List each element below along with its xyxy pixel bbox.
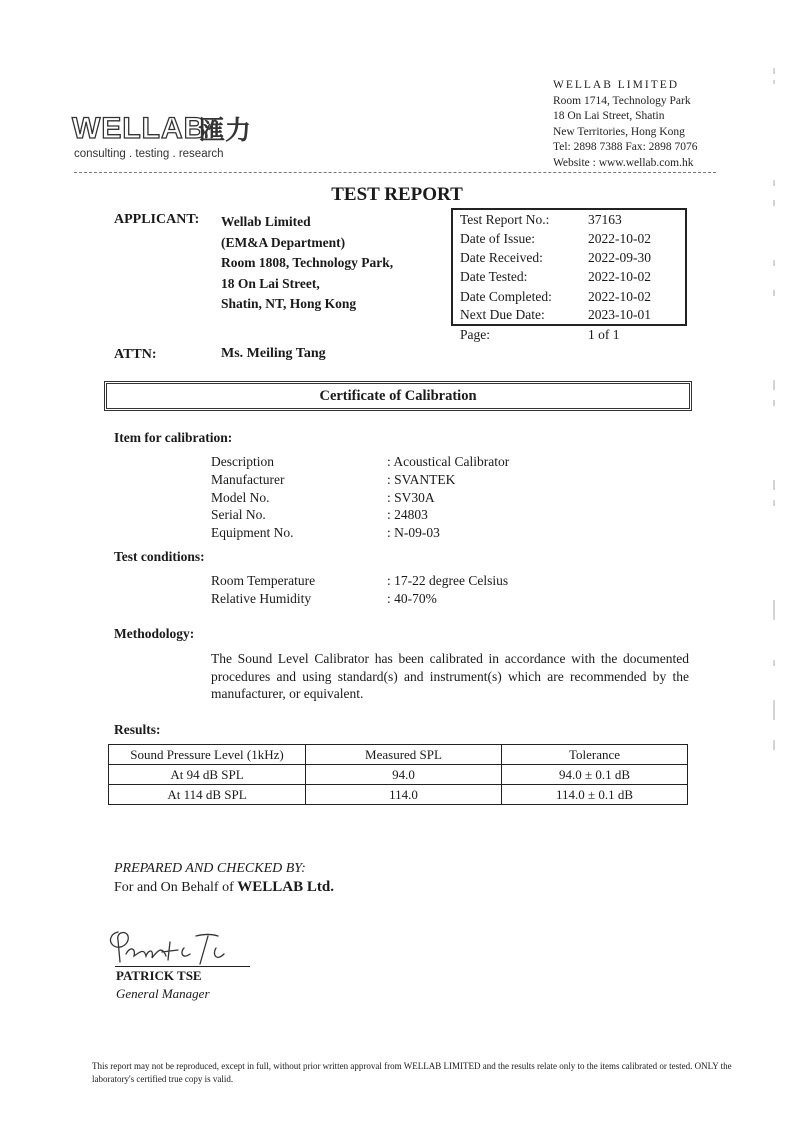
info-value: 2022-10-02 — [588, 269, 651, 284]
on-behalf-line — [114, 879, 334, 896]
info-label: Date Received: — [460, 250, 543, 265]
on-behalf-company: WELLAB Ltd. — [237, 879, 334, 895]
table-cell: At 94 dB SPL — [109, 765, 306, 785]
applicant-address — [221, 212, 393, 315]
applicant-line: Wellab Limited — [221, 214, 311, 229]
attn-label: ATTN: — [114, 347, 157, 362]
table-cell: 114.0 — [306, 785, 502, 805]
logo-wordmark: WELLAB — [72, 112, 207, 145]
address-line: New Territories, Hong Kong — [553, 125, 685, 138]
applicant-label: APPLICANT: — [114, 212, 200, 227]
footer-disclaimer: This report may not be reproduced, except in full, without prior written approval from WELLAB LIMITED and the results relate only to the items calibrated or tested. ONLY the laboratory's certified true copy is valid. — [92, 1061, 732, 1084]
info-label: Date of Issue: — [460, 231, 535, 246]
logo-chinese-mark: 匯力 — [199, 116, 252, 145]
page-title: TEST REPORT — [331, 184, 463, 205]
certificate-title: Certificate of Calibration — [319, 388, 477, 404]
page-label: Page: — [460, 327, 490, 342]
on-behalf-prefix: For and On Behalf of — [114, 880, 238, 895]
item-labels — [211, 453, 294, 542]
handwritten-signature — [100, 924, 240, 970]
report-info-box — [451, 208, 687, 326]
address-line: Room 1714, Technology Park — [553, 94, 691, 107]
website-line: Website : www.wellab.com.hk — [553, 156, 694, 169]
conditions-heading: Test conditions: — [114, 549, 205, 564]
page-number: 1 of 1 — [588, 327, 620, 342]
contact-line: Tel: 2898 7388 Fax: 2898 7076 — [553, 141, 698, 154]
address-line: 18 On Lai Street, Shatin — [553, 110, 665, 123]
item-heading: Item for calibration: — [114, 430, 233, 445]
applicant-line: 18 On Lai Street, — [221, 275, 320, 291]
item-values — [387, 453, 509, 542]
conditions-values — [387, 572, 508, 608]
company-address-block — [553, 78, 698, 172]
column-header: Tolerance — [502, 745, 688, 765]
column-header: Sound Pressure Level (1kHz) — [109, 745, 306, 765]
field-label: Description — [211, 454, 274, 469]
table-row — [109, 765, 688, 785]
table-row — [109, 785, 688, 805]
applicant-line: Shatin, NT, Hong Kong — [221, 296, 357, 311]
signature-line — [115, 966, 250, 967]
methodology-heading: Methodology: — [114, 626, 195, 641]
field-label: Serial No. — [211, 507, 266, 523]
field-value: : SV30A — [387, 489, 435, 505]
results-table — [108, 744, 688, 805]
table-header-row — [109, 745, 688, 765]
field-label: Equipment No. — [211, 525, 294, 541]
info-label: Date Completed: — [460, 289, 552, 304]
table-cell: At 114 dB SPL — [109, 785, 306, 805]
prepared-by-label: PREPARED AND CHECKED BY: — [114, 861, 306, 876]
info-value: 2022-10-02 — [588, 231, 651, 246]
table-cell: 94.0 — [306, 765, 502, 785]
info-value: 2022-10-02 — [588, 289, 651, 304]
column-header: Measured SPL — [306, 745, 502, 765]
field-label: Room Temperature — [211, 573, 316, 588]
info-label: Date Tested: — [460, 269, 528, 284]
scan-edge-marks — [770, 60, 778, 760]
field-label: Manufacturer — [211, 471, 285, 487]
table-cell: 114.0 ± 0.1 dB — [502, 785, 688, 805]
signer-title: General Manager — [116, 986, 210, 1001]
field-value: : N-09-03 — [387, 525, 440, 541]
certificate-banner — [104, 381, 692, 411]
field-value: : 24803 — [387, 507, 428, 523]
info-value: 2023-10-01 — [588, 307, 651, 322]
attn-name: Ms. Meiling Tang — [221, 346, 326, 361]
field-value: : SVANTEK — [387, 471, 456, 487]
signer-name: PATRICK TSE — [116, 968, 202, 983]
applicant-line: (EM&A Department) — [221, 234, 346, 250]
results-heading: Results: — [114, 722, 161, 737]
info-value: 2022-09-30 — [588, 250, 651, 265]
info-label: Next Due Date: — [460, 307, 545, 322]
table-cell: 94.0 ± 0.1 dB — [502, 765, 688, 785]
field-label: Relative Humidity — [211, 590, 312, 606]
logo-tagline: consulting . testing . research — [74, 148, 224, 160]
header-divider — [74, 172, 716, 173]
field-value: : 40-70% — [387, 590, 437, 606]
field-label: Model No. — [211, 489, 270, 505]
company-name: WELLAB LIMITED — [553, 79, 680, 91]
conditions-labels — [211, 572, 315, 608]
field-value: : Acoustical Calibrator — [387, 454, 510, 469]
field-value: : 17-22 degree Celsius — [387, 573, 509, 588]
info-value: 37163 — [588, 212, 622, 227]
info-label: Test Report No.: — [460, 212, 550, 227]
methodology-text: The Sound Level Calibrator has been calibrated in accordance with the documented procedures and using standard(s) and instrument(s) which are recommended by the manufacturer, or equivalent. — [211, 651, 689, 701]
applicant-line: Room 1808, Technology Park, — [221, 255, 394, 270]
